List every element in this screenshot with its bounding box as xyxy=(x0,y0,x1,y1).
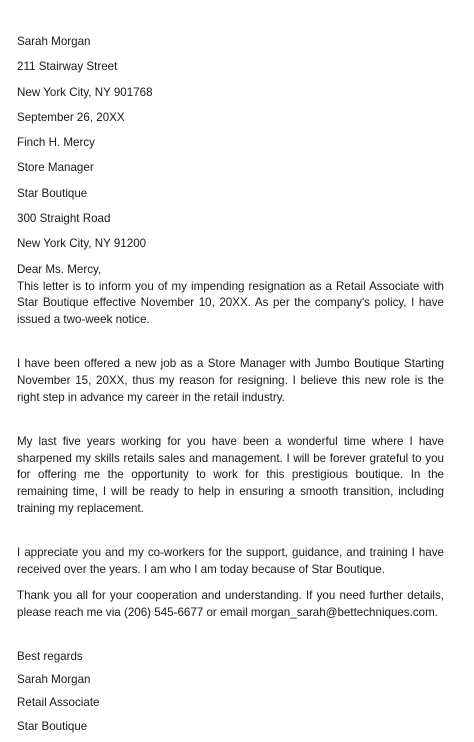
closing-valediction: Best regards xyxy=(17,649,83,663)
signature-title: Retail Associate xyxy=(17,696,100,710)
recipient-company: Star Boutique xyxy=(17,186,88,200)
recipient-street: 300 Straight Road xyxy=(17,212,111,226)
sender-name: Sarah Morgan xyxy=(17,35,91,48)
body-paragraph-gratitude: My last five years working for you have been a wonderful time where I have sharpened my skills retails sales and management. I will be forever grateful to you for offering me the opportunity to work for this prestigious boutique. In the remaining time, I will be ready to help in ensuring a smooth transition, including training my replacement. xyxy=(17,435,444,515)
recipient-city: New York City, NY 91200 xyxy=(17,237,147,251)
letter-date: September 26, 20XX xyxy=(17,110,125,124)
salutation: Dear Ms. Mercy, xyxy=(17,262,102,276)
signature-company: Star Boutique xyxy=(17,719,88,733)
body-paragraph-contact: Thank you all for your cooperation and understanding. If you need further details, please reach me via (206) 545-6677 or email morgan_sarah@bettechniques.com. xyxy=(17,589,444,619)
recipient-title: Store Manager xyxy=(17,161,94,175)
body-paragraph-notice: This letter is to inform you of my impending resignation as a Retail Associate with Star Boutique effective November 10, 20XX. As per the company's policy, I have issued a two-week notice. xyxy=(17,279,444,326)
body-paragraph-appreciation: I appreciate you and my co-workers for the support, guidance, and training I have received over the years. I am who I am today because of Star Boutique. xyxy=(17,546,444,576)
sender-city: New York City, NY 901768 xyxy=(17,85,153,99)
resignation-letter xyxy=(17,34,444,742)
recipient-name: Finch H. Mercy xyxy=(17,136,95,150)
sender-street: 211 Stairway Street xyxy=(17,60,118,74)
body-paragraph-reason: I have been offered a new job as a Store Manager with Jumbo Boutique Starting November 15, 20XX, thus my reason for resigning. I believe this new role is the right step in advance my career in the retail industry. xyxy=(17,357,444,404)
signature-name: Sarah Morgan xyxy=(17,672,91,686)
